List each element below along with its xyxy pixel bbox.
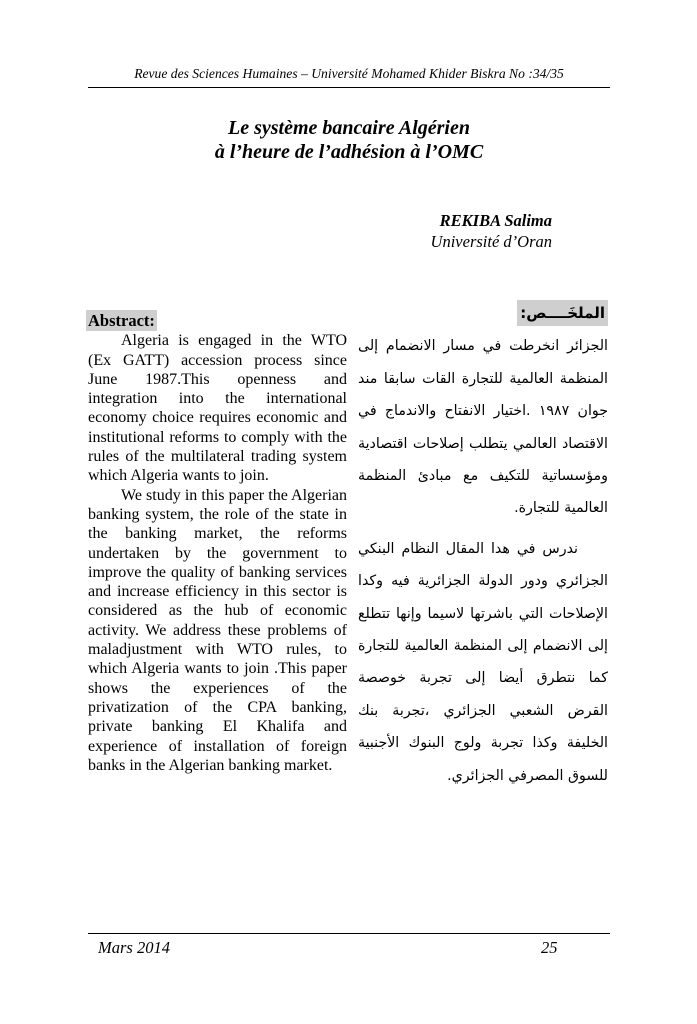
page-number: 25 [541,938,558,957]
abstract-paragraph-1: Algeria is engaged in the WTO (Ex GATT) accession process since June 1987.This openness and integration into the international economy choice requires economic and institutional reforms to comply with the rules of the multilateral trading system which Algeria wants to join. [88,332,347,485]
english-abstract [88,310,347,775]
author-affiliation: Université d’Oran [430,232,552,251]
title-line-2: à l’heure de l’adhésion à l’OMC [214,141,484,163]
arabic-paragraph-1: الجزائر انخرطت في مسار الانضمام إلى المنظمة العالمية للتجارة القات سابقا مند جوان ١٩٨٧ .اختيار الانفتاح والاندماج في الاقتصاد العالمي يتطلب إصلاحات اقتصادية ومؤسساتية للتكيف مع مبادئ المنظمة العالمية للتجارة. [358,338,608,517]
journal-header: Revue des Sciences Humaines – Université Mohamed Khider Biskra No :34/35 [134,66,564,81]
author-block [380,210,552,252]
abstract-paragraph-2: We study in this paper the Algerian banking system, the role of the state in the banking market, the reforms undertaken by the government to improve the quality of banking services and increase efficiency in this sector is considered as the hub of economic activity. We address these problems of maladjustment with WTO rules, to which Algeria wants to join .This paper shows the experiences of the privatization of the CPA banking, private banking El Khalifa and experience of installation of foreign banks in the Algerian banking market. [88,486,347,774]
article-title [120,116,578,164]
abstract-heading: Abstract: [88,311,155,330]
footer-divider [88,933,610,934]
footer-date: Mars 2014 [98,938,170,957]
header-divider [88,87,610,88]
title-line-1: Le système bancaire Algérien [228,117,470,139]
arabic-abstract [358,298,608,792]
arabic-abstract-heading: الملخَــــص: [517,300,608,326]
arabic-paragraph-2: ندرس في هدا المقال النظام البنكي الجزائري ودور الدولة الجزائرية فيه وكدا الإصلاحات التي باشرتها لاسيما وإنها تتطلع إلى الانضمام إلى المنظمة العالمية للتجارة كما نتطرق أيضا إلى تجربة خوصصة القرض الشعبي الجزائري ،تجربة بنك الخليفة وكذا تجربة ولوج البنوك الأجنبية للسوق المصرفي الجزائري. [358,540,608,784]
author-name: REKIBA Salima [439,211,552,230]
